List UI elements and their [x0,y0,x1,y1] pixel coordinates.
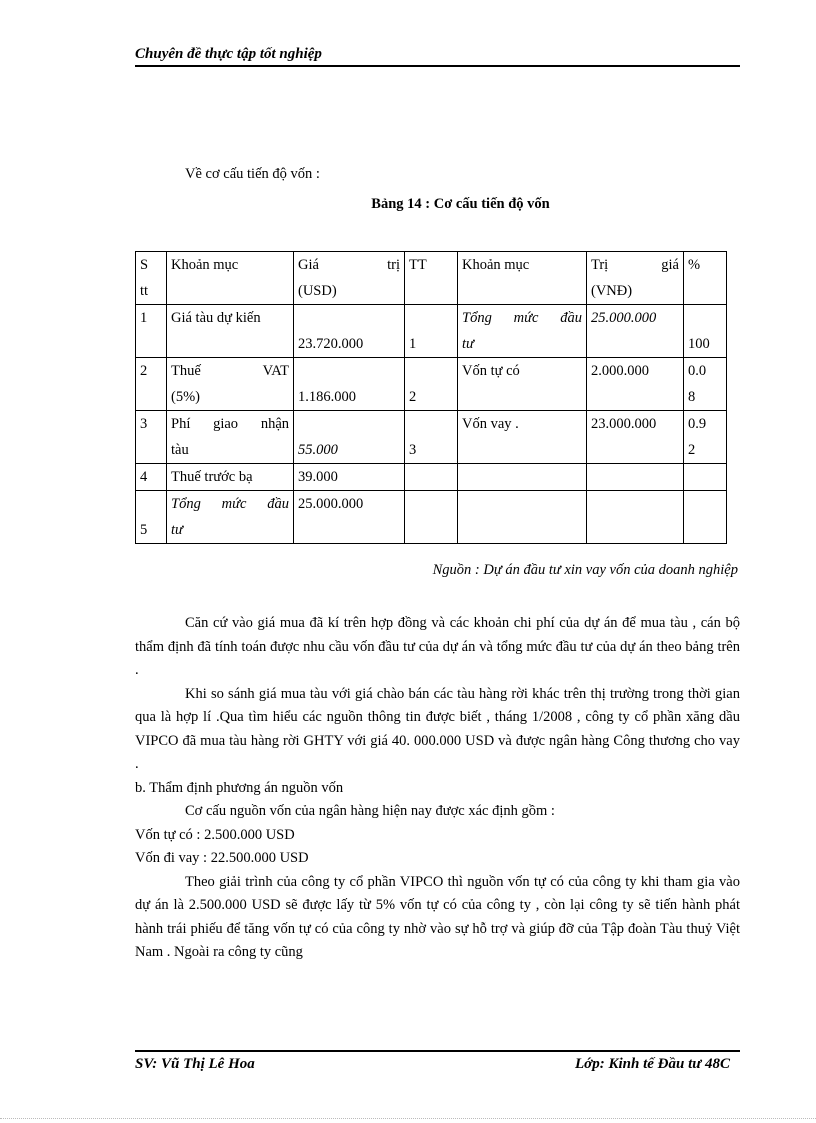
row3-value-text: 55.000 [298,442,338,458]
row3-percent [684,411,727,464]
own-capital-line: Vốn tự có : 2.500.000 USD [135,826,295,843]
row3-stt: 3 [136,411,167,464]
row2-item-w1: Thuế [171,363,201,379]
row5-item-w1: Tổng [171,496,201,512]
paragraph-4: Theo giải trình của công ty cổ phần VIPCO thì nguồn vốn tự có của công ty khi tham gia vào dự án là 2.500.000 USD sẽ được lấy từ 5% vốn tự có của công ty , còn lại công ty sẽ tiến hành phát hành trái phiếu để tăng vốn tự có của công ty nhờ vào sự hỗ trợ và giúp đỡ của Tập đoàn Tàu thuỷ Việt Nam . Ngoài ra công ty cũng [135,873,740,960]
row2-tt [405,358,458,411]
page-bottom-divider [0,1118,816,1119]
header-value-usd [294,252,405,305]
row2-value [294,358,405,411]
loan-capital-line: Vốn đi vay : 22.500.000 USD [135,850,309,866]
row2-percent-b: 8 [688,389,696,405]
row1-percent-text: 100 [688,336,710,352]
row4-item2 [458,464,587,491]
row1-percent [684,305,727,358]
row5-stt-text: 5 [140,522,148,538]
header-tt: TT [405,252,458,305]
footer-class: Lớp: Kinh tế Đầu tư 48C [575,1056,730,1072]
row2-value2: 2.000.000 [587,358,684,411]
row5-item-w4: tư [171,522,183,538]
page-header: Chuyên đề thực tập tốt nghiệp [135,46,740,67]
row4-item: Thuế trước bạ [167,464,294,491]
row1-value2: 25.000.000 [587,305,684,358]
header-value2-word1: Trị [591,257,609,273]
row4-stt: 4 [136,464,167,491]
row2-item-w2: VAT [262,363,289,379]
row4-value: 39.000 [294,464,405,491]
row3-tt [405,411,458,464]
row1-item2-w4: tư [462,336,474,352]
row5-percent [684,491,727,544]
row1-stt: 1 [136,305,167,358]
row4-percent [684,464,727,491]
row1-item2-w1: Tổng [462,310,492,326]
header-value-vnd [587,252,684,305]
body-text [135,612,740,965]
table-row [136,358,727,411]
row3-value [294,411,405,464]
row4-tt [405,464,458,491]
row1-tt-text: 1 [409,336,417,352]
header-stt-cont: tt [140,283,149,299]
header-percent: % [684,252,727,305]
row3-percent-b: 2 [688,442,696,458]
table-row [136,305,727,358]
row3-item-w3: nhận [260,416,289,432]
row2-stt: 2 [136,358,167,411]
row1-value [294,305,405,358]
table-row [136,491,727,544]
page-footer [135,1050,740,1073]
row1-value-text: 23.720.000 [298,336,364,352]
header-value-unit: (USD) [298,283,337,299]
footer-student: SV: Vũ Thị Lê Hoa [135,1056,255,1072]
header-item2: Khoản mục [458,252,587,305]
row3-item-w2: giao [213,416,239,432]
table-header-row [136,252,727,305]
row3-value2: 23.000.000 [587,411,684,464]
row3-item [167,411,294,464]
header-value2-word2: giá [661,257,679,273]
row5-stt [136,491,167,544]
header-value-word2: trị [387,257,400,273]
row1-item2-w2: mức [513,310,539,326]
paragraph-1: Căn cứ vào giá mua đã kí trên hợp đồng và các khoản chi phí của dự án để mua tàu , cán bộ thẩm định đã tính toán được nhu cầu vốn đầu tư của dự án và tổng mức đầu tư của dự án theo bảng trên . [135,615,740,678]
paragraph-3: Cơ cấu nguồn vốn của ngân hàng hiện nay được xác định gồm : [185,803,555,819]
source-note: Nguồn : Dự án đầu tư xin vay vốn của doanh nghiệp [432,562,738,578]
row5-item-w2: mức [221,496,247,512]
intro-text: Về cơ cấu tiến độ vốn : [185,166,320,182]
row4-value2 [587,464,684,491]
row3-item2: Vốn vay . [458,411,587,464]
row2-item-w3: (5%) [171,389,200,405]
section-heading: b. Thẩm định phương án nguồn vốn [135,779,344,796]
row1-item2-w3: đầu [560,310,582,326]
header-value2-unit: (VNĐ) [591,283,633,299]
row1-item2 [458,305,587,358]
header-stt: S [140,257,149,273]
row2-tt-text: 2 [409,389,417,405]
row5-item [167,491,294,544]
row5-item2 [458,491,587,544]
paragraph-2: Khi so sánh giá mua tàu với giá chào bán các tàu hàng rời khác trên thị trường trong thời gian qua là hợp lí .Qua tìm hiểu các nguồn thông tin được biết , tháng 1/2008 , công ty cổ phần xăng dầu VIPCO đã mua tàu hàng rời GHTY với giá 40. 000.000 USD và được ngân hàng Công thương cho vay . [135,685,740,772]
row2-item [167,358,294,411]
row2-percent-a: 0.0 [688,363,707,379]
table-title: Bảng 14 : Cơ cấu tiến độ vốn [371,196,550,212]
header-value-word1: Giá [298,257,319,273]
header-item: Khoản mục [167,252,294,305]
row2-item2: Vốn tự có [458,358,587,411]
row5-value2 [587,491,684,544]
table-row [136,464,727,491]
row1-item: Giá tàu dự kiến [167,305,294,358]
row5-value: 25.000.000 [294,491,405,544]
row2-value-text: 1.186.000 [298,389,356,405]
row3-tt-text: 3 [409,442,417,458]
table-row [136,411,727,464]
row5-tt [405,491,458,544]
row3-percent-a: 0.9 [688,416,707,432]
capital-table [135,251,727,544]
row1-tt [405,305,458,358]
row5-item-w3: đầu [267,496,289,512]
row3-item-w4: tàu [171,442,189,458]
row2-percent [684,358,727,411]
row3-item-w1: Phí [171,416,191,432]
